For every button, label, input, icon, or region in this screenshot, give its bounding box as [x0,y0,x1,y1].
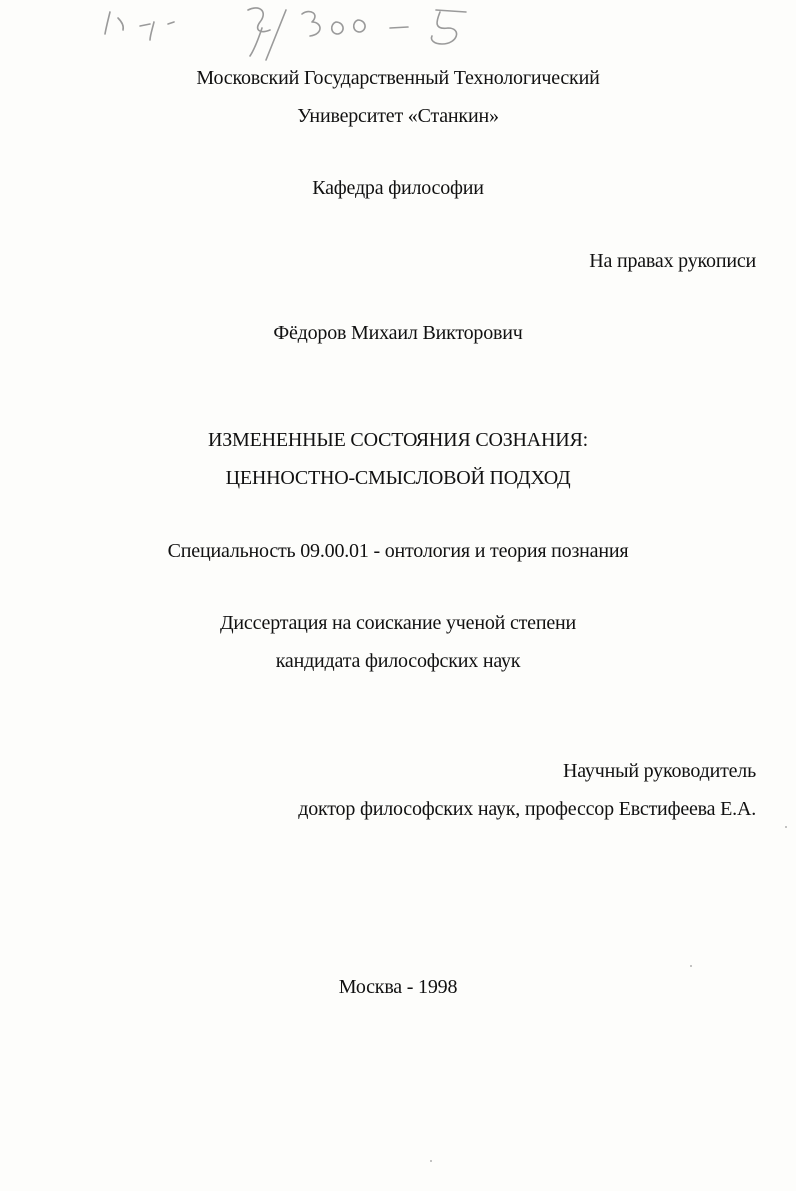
supervisor-label: Научный руководитель [563,760,756,782]
manuscript-rights-note: На правах рукописи [589,250,756,272]
specialty: Специальность 09.00.01 - онтология и теория познания [167,540,629,562]
scan-speck [690,965,692,967]
university-name-line2: Университет «Станкин» [297,105,499,127]
supervisor-name: доктор философских наук, профессор Евстифеева Е.А. [298,798,756,820]
author-name: Фёдоров Михаил Викторович [273,322,523,344]
university-name-line1: Московский Государственный Технологический [196,67,600,89]
degree-line1: Диссертация на соискание ученой степени [219,612,577,634]
dissertation-title-line2: ЦЕННОСТНО-СМЫСЛОВОЙ ПОДХОД [225,467,571,489]
handwritten-catalog-number [90,0,520,70]
degree-line2: кандидата философских наук [275,650,521,672]
dissertation-title-line1: ИЗМЕНЕННЫЕ СОСТОЯНИЯ СОЗНАНИЯ: [207,429,589,451]
department-name: Кафедра философии [312,177,484,199]
scan-speck [785,826,787,828]
scan-speck [430,1160,432,1162]
city-year: Москва - 1998 [338,976,458,998]
